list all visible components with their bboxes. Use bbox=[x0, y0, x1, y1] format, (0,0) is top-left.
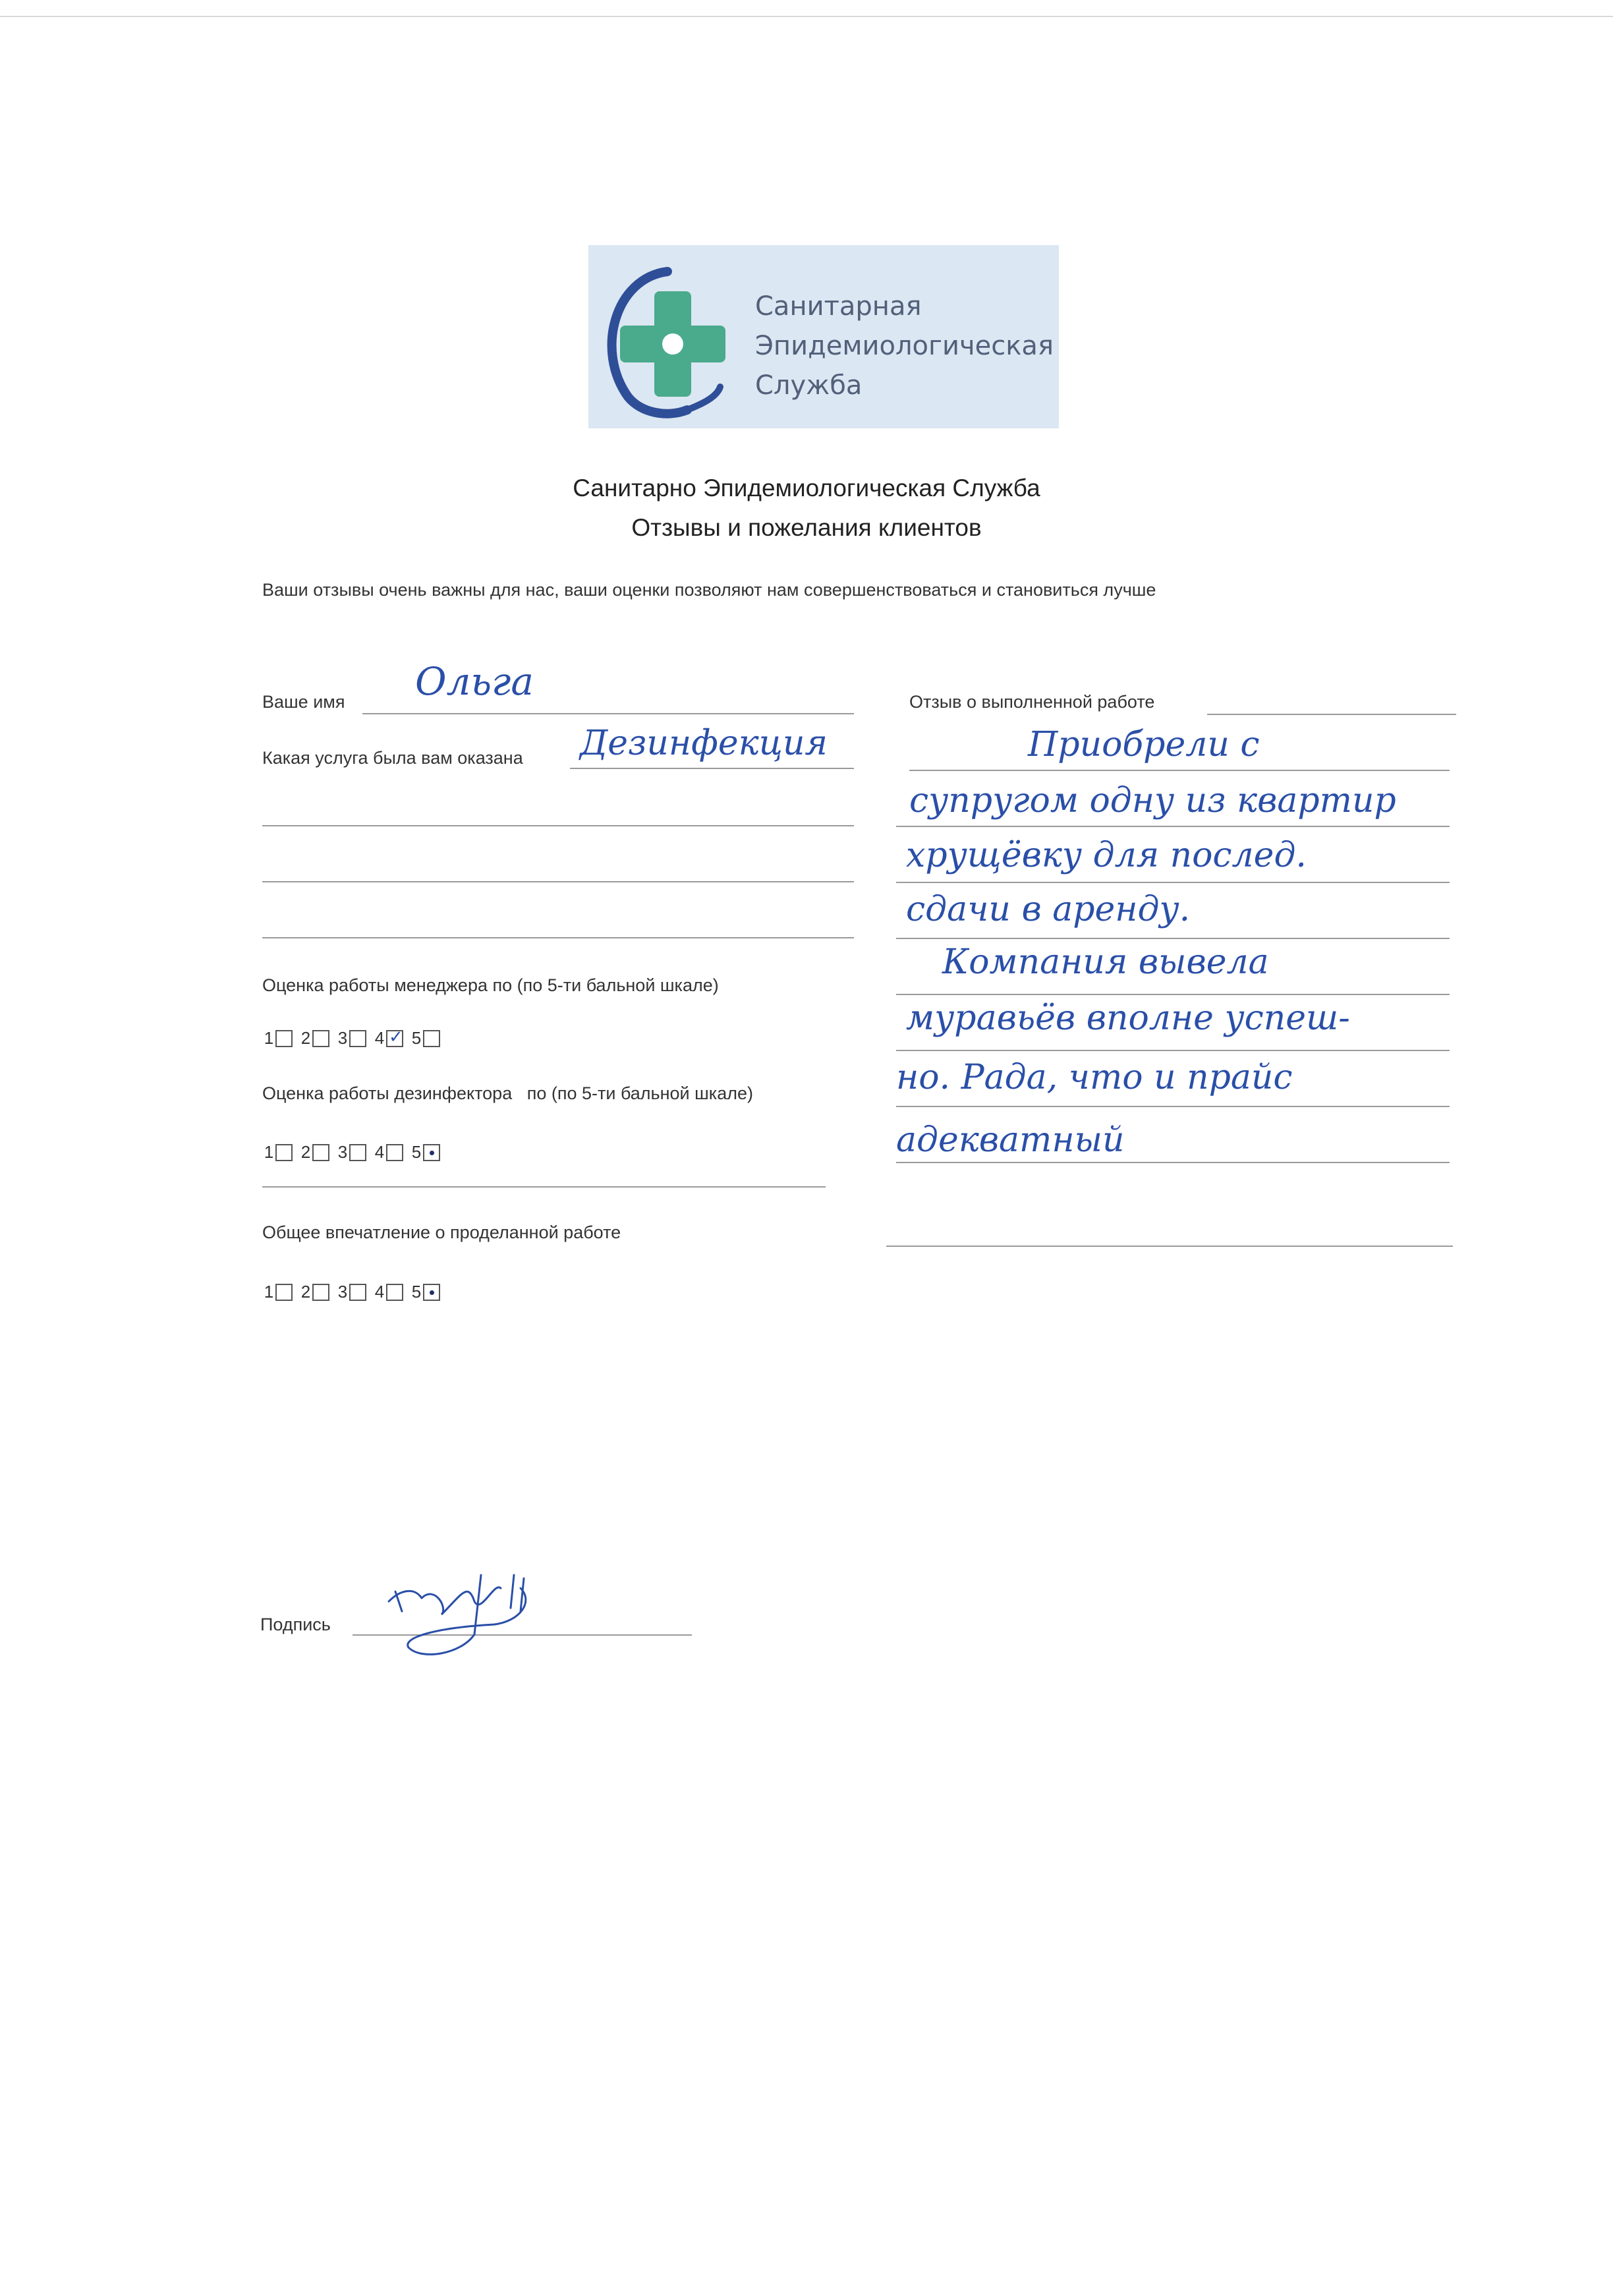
logo-line-2: Эпидемиологическая bbox=[755, 331, 1054, 361]
review-text-line: Компания вывела bbox=[942, 942, 1269, 982]
scan-edge-line bbox=[0, 16, 1613, 17]
scale-4: 4 bbox=[374, 1282, 385, 1302]
scale-3: 3 bbox=[337, 1028, 348, 1048]
rating-checkbox[interactable] bbox=[349, 1144, 366, 1161]
extra-line-1 bbox=[262, 825, 854, 826]
logo bbox=[588, 245, 1059, 428]
disinfector-divider bbox=[262, 1186, 826, 1188]
rating-checkbox[interactable] bbox=[312, 1030, 329, 1047]
review-line bbox=[896, 1162, 1450, 1163]
scale-5: 5 bbox=[411, 1282, 422, 1302]
intro-text: Ваши отзывы очень важны для нас, ваши оценки позволяют нам совершенствоваться и становиться лучше bbox=[262, 580, 1156, 600]
handwritten-signature bbox=[382, 1562, 553, 1667]
disinfector-rating-label: Оценка работы дезинфектора по (по 5-ти бальной шкале) bbox=[262, 1083, 753, 1103]
service-value[interactable]: Дезинфекция bbox=[580, 724, 828, 763]
rating-checkbox-checked[interactable] bbox=[386, 1030, 403, 1047]
review-line bbox=[909, 770, 1450, 771]
rating-checkbox[interactable] bbox=[275, 1030, 293, 1047]
scale-3: 3 bbox=[337, 1282, 348, 1302]
rating-checkbox[interactable] bbox=[349, 1284, 366, 1301]
rating-checkbox[interactable] bbox=[386, 1284, 403, 1301]
scale-4: 4 bbox=[374, 1142, 385, 1162]
page-subtitle: Отзывы и пожелания клиентов bbox=[631, 514, 982, 541]
rating-checkbox-checked[interactable] bbox=[423, 1284, 440, 1301]
scale-1: 1 bbox=[264, 1282, 274, 1302]
name-line bbox=[362, 713, 854, 714]
signature-label: Подпись bbox=[260, 1615, 331, 1634]
logo-line-1: Санитарная bbox=[755, 291, 922, 322]
review-line bbox=[896, 994, 1450, 995]
review-text-line: муравьёв вполне успеш- bbox=[906, 998, 1350, 1038]
review-text-line: супругом одну из квартир bbox=[909, 781, 1396, 820]
rating-checkbox-checked[interactable] bbox=[423, 1144, 440, 1161]
logo-line-3: Служба bbox=[755, 370, 863, 401]
review-line bbox=[896, 938, 1450, 939]
page-title: Санитарно Эпидемиологическая Служба bbox=[573, 474, 1040, 502]
medical-cross-hand-icon bbox=[588, 245, 747, 428]
scale-2: 2 bbox=[300, 1282, 311, 1302]
scale-3: 3 bbox=[337, 1142, 348, 1162]
name-value[interactable]: Ольга bbox=[415, 659, 534, 704]
manager-rating-label: Оценка работы менеджера по (по 5-ти бальной шкале) bbox=[262, 975, 719, 995]
review-text-line: сдачи в аренду. bbox=[906, 890, 1191, 929]
review-label: Отзыв о выполненной работе bbox=[909, 692, 1155, 712]
scale-2: 2 bbox=[300, 1142, 311, 1162]
rating-checkbox[interactable] bbox=[349, 1030, 366, 1047]
overall-rating-label: Общее впечатление о проделанной работе bbox=[262, 1222, 621, 1242]
extra-line-2 bbox=[262, 881, 854, 882]
review-label-line bbox=[1207, 714, 1456, 715]
review-text-line: адекватный bbox=[896, 1120, 1125, 1160]
scale-1: 1 bbox=[264, 1028, 274, 1048]
rating-checkbox[interactable] bbox=[312, 1144, 329, 1161]
name-label: Ваше имя bbox=[262, 692, 345, 712]
scale-2: 2 bbox=[300, 1028, 311, 1048]
overall-rating[interactable] bbox=[262, 1282, 447, 1302]
rating-checkbox[interactable] bbox=[275, 1284, 293, 1301]
review-text-line: но. Рада, что и прайс bbox=[896, 1058, 1293, 1097]
rating-checkbox[interactable] bbox=[312, 1284, 329, 1301]
scale-1: 1 bbox=[264, 1142, 274, 1162]
rating-checkbox[interactable] bbox=[386, 1144, 403, 1161]
rating-checkbox[interactable] bbox=[423, 1030, 440, 1047]
review-line bbox=[896, 1050, 1450, 1051]
review-text-line: хрущёвку для послед. bbox=[906, 836, 1307, 875]
service-label: Какая услуга была вам оказана bbox=[262, 748, 523, 768]
service-line bbox=[570, 768, 854, 769]
manager-rating[interactable] bbox=[262, 1028, 447, 1048]
extra-line-3 bbox=[262, 937, 854, 938]
scale-5: 5 bbox=[411, 1142, 422, 1162]
rating-checkbox[interactable] bbox=[275, 1144, 293, 1161]
review-line bbox=[896, 1106, 1450, 1107]
review-line bbox=[886, 1246, 1453, 1247]
scale-5: 5 bbox=[411, 1028, 422, 1048]
review-line bbox=[896, 882, 1450, 883]
disinfector-rating[interactable] bbox=[262, 1142, 447, 1162]
review-line bbox=[896, 826, 1450, 827]
review-text-line: Приобрели с bbox=[1028, 725, 1260, 764]
scale-4: 4 bbox=[374, 1028, 385, 1048]
